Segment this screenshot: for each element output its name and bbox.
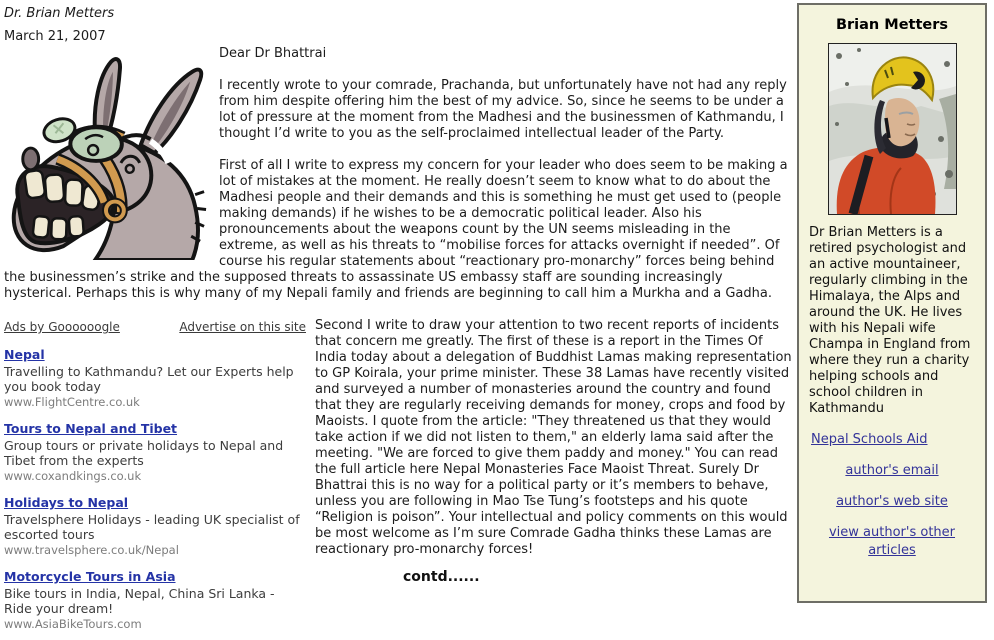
ad-title-link[interactable]: Holidays to Nepal <box>4 495 129 510</box>
ad-url: www.AsiaBikeTours.com <box>4 617 142 631</box>
letter-paragraph-2: First of all I write to express my concern for your leader who does seem to be making a lot of mistakes at the moment. He really doesn’t seem to know what to do about the Madhesi people and their demands and this is something he must get used to (people making demands) if he wishes to be a democratic political leader. Also his pronouncements about the weapons count by the UN seems misleading in the extreme, as well as his threats to “mobilise forces for attacks overnight if needed”. Of course his regular statements about “reactionary pro-monarchy” forces being behind the businessmen’s strike and the supposed threats to assassinate US embassy staff are sounding increasingly hysterical. Perhaps this is why many of my Nepali family and friends are beginning to call him a Murkha and a Gadha. <box>4 158 788 301</box>
nepal-schools-aid-link[interactable]: Nepal Schools Aid <box>811 432 928 447</box>
ad-description: Group tours or private holidays to Nepal and Tibet from the experts <box>4 438 284 468</box>
ad-item <box>4 418 306 483</box>
ads-by-google-link[interactable]: Ads by Goooooogle <box>4 320 120 334</box>
letter-paragraph-1: I recently wrote to your comrade, Prachanda, but unfortunately have not had any reply from him despite offering him the best of my advice. So, since he seems to be under a lot of pressure at the moment from the Madhesi and the businessmen of Kathmandu, I thought I’d write to you as the self-proclaimed intellectual leader of the Party. <box>219 78 787 141</box>
author-photo <box>828 43 957 215</box>
author-other-articles-link[interactable]: view author's other articles <box>828 525 956 558</box>
sidebar-title: Brian Metters <box>835 17 949 33</box>
donkey-cartoon-image <box>2 48 209 260</box>
ad-title-link[interactable]: Tours to Nepal and Tibet <box>4 421 178 436</box>
contd-marker: contd...... <box>403 569 480 585</box>
ad-url: www.FlightCentre.co.uk <box>4 395 140 409</box>
author-email-link[interactable]: author's email <box>845 463 939 478</box>
ad-item <box>4 344 306 409</box>
advertise-link[interactable]: Advertise on this site <box>179 320 306 334</box>
letter-paragraph-3: Second I write to draw your attention to two recent reports of incidents that concern me greatly. The first of these is a report in the Times Of India today about a delegation of Buddhist Lamas making representation to GP Koirala, your prime minister. These 38 Lamas have recently visited and surveyed a number of monasteries around the country and found that they are regularly receiving demands for money, crops and food by Maoists. I quote from the article: "They threatened us that they would take action if we did not listen to them," an elderly lama said after the meeting. "We are forced to give them paddy and money." You can read the full article here Nepal Monasteries Face Maoist Threat. Surely Dr Bhattrai this is no way for a political party or it’s members to behave, unless you are following in Mao Tse Tung’s footsteps and his quote “Religion is poison”. Your intellectual and policy comments on this would be most welcome as I’m sure Comrade Gadha thinks these Lamas are reactionary pro-monarchy forces! <box>315 318 792 557</box>
article-date: March 21, 2007 <box>4 29 106 44</box>
author-byline: Dr. Brian Metters <box>4 6 115 21</box>
ad-title-link[interactable]: Motorcycle Tours in Asia <box>4 569 176 584</box>
ads-panel <box>4 320 306 640</box>
ad-url: www.coxandkings.co.uk <box>4 469 142 483</box>
ad-item <box>4 492 306 557</box>
ad-description: Bike tours in India, Nepal, China Sri Lanka - Ride your dream! <box>4 586 275 616</box>
ad-description: Travelling to Kathmandu? Let our Experts help you book today <box>4 364 294 394</box>
author-bio: Dr Brian Metters is a retired psychologist and an active mountaineer, regularly climbing in the Himalaya, the Alps and around the UK. He lives with his Nepali wife Champa in England from where they run a charity helping schools and school children in Kathmandu <box>809 225 971 416</box>
author-website-link[interactable]: author's web site <box>836 494 948 509</box>
letter-salutation: Dear Dr Bhattrai <box>219 46 327 61</box>
ad-item <box>4 566 306 631</box>
ad-description: Travelsphere Holidays - leading UK specialist of escorted tours <box>4 512 300 542</box>
ad-title-link[interactable]: Nepal <box>4 347 45 362</box>
author-sidebar <box>797 3 987 603</box>
ad-url: www.travelsphere.co.uk/Nepal <box>4 543 179 557</box>
ads-header <box>4 320 306 334</box>
